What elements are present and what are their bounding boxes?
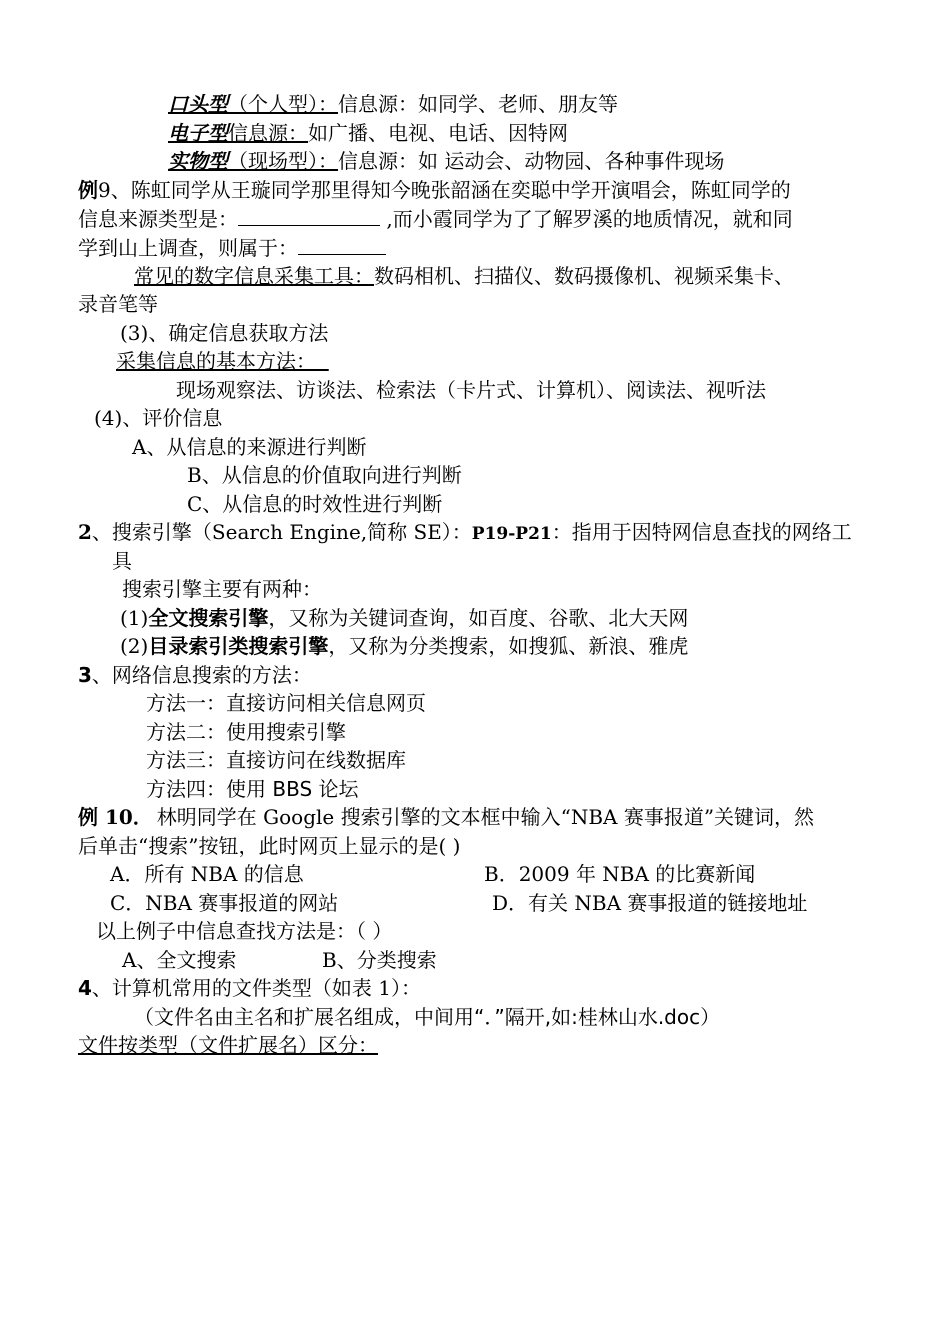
answer-blank-1[interactable] bbox=[238, 205, 380, 226]
physical-source-line bbox=[168, 148, 724, 175]
example9-text2b: ,而小霞同学为了了解罗溪的地质情况，就和同 bbox=[380, 207, 793, 231]
electronic-source-line bbox=[168, 120, 568, 147]
evaluate-item-c: C、从信息的时效性进行判断 bbox=[187, 492, 443, 516]
method-heading: (3)、确定信息获取方法 bbox=[120, 321, 329, 345]
search-engine-text1a: 、搜索引擎（Search Engine,简称 SE）： bbox=[91, 520, 472, 544]
search-method-3: 方法三：直接访问在线数据库 bbox=[146, 748, 406, 772]
oral-paren: （个人型）： bbox=[228, 92, 338, 116]
physical-paren: （现场型）： bbox=[228, 149, 338, 173]
type1-number: (1) bbox=[120, 606, 149, 630]
physical-text: 信息源：如 运动会、动物园、各种事件现场 bbox=[338, 149, 725, 173]
type1-name: 全文搜索引擎 bbox=[148, 606, 269, 630]
section4-number: 4 bbox=[78, 976, 92, 1000]
evaluate-item-b: B、从信息的价值取向进行判断 bbox=[187, 463, 462, 487]
evaluate-item-a: A、从信息的来源进行判断 bbox=[132, 435, 367, 459]
search-method-2: 方法二：使用搜索引擎 bbox=[146, 720, 346, 744]
digital-tools-label: 常见的数字信息采集工具： bbox=[134, 264, 374, 288]
example10-answer-b: B、分类搜索 bbox=[322, 948, 437, 972]
evaluate-heading: (4)、评价信息 bbox=[94, 406, 223, 430]
oral-type-label: 口头型 bbox=[168, 92, 228, 116]
electronic-type-label: 电子型 bbox=[168, 121, 228, 145]
example10-label: 例 10． bbox=[78, 805, 153, 829]
example9-text3: 学到山上调查，则属于： bbox=[78, 236, 298, 260]
example9-line3 bbox=[78, 234, 386, 261]
search-engine-line2: 具 bbox=[112, 549, 132, 573]
section3-number: 3 bbox=[78, 663, 92, 687]
search-method-1: 方法一：直接访问相关信息网页 bbox=[146, 691, 426, 715]
basic-methods-label-line bbox=[116, 348, 329, 375]
example10-question: 以上例子中信息查找方法是：（ ） bbox=[96, 919, 393, 943]
type2-desc: ，又称为分类搜索，如搜狐、新浪、雅虎 bbox=[328, 634, 689, 658]
search-engine-text1b: ：指用于因特网信息查找的网络工 bbox=[551, 520, 852, 544]
example10-text1: 林明同学在 Google 搜索引擎的文本框中输入“NBA 赛事报道”关键词，然 bbox=[156, 805, 815, 829]
example10-option-c: C．NBA 赛事报道的网站 bbox=[110, 891, 339, 915]
example9-line1 bbox=[78, 177, 791, 204]
example9-line2 bbox=[78, 205, 793, 232]
oral-text: 信息源：如同学、老师、朋友等 bbox=[338, 92, 618, 116]
file-types-heading-line bbox=[78, 975, 421, 1002]
electronic-paren: 信息源： bbox=[228, 121, 308, 145]
type2-name: 目录索引类搜索引擎 bbox=[148, 634, 329, 658]
example10-option-d: D．有关 NBA 赛事报道的链接地址 bbox=[492, 891, 808, 915]
example10-line2: 后单击“搜索”按钮，此时网页上显示的是( ) bbox=[78, 834, 461, 858]
section2-number: 2 bbox=[78, 520, 92, 544]
example10-option-a: A．所有 NBA 的信息 bbox=[110, 862, 304, 886]
search-engine-type1 bbox=[120, 605, 688, 632]
digital-tools-line2: 录音笔等 bbox=[78, 292, 158, 316]
digital-tools-text1: 数码相机、扫描仪、数码摄像机、视频采集卡、 bbox=[374, 264, 794, 288]
file-types-classify-line bbox=[78, 1032, 378, 1059]
electronic-text: 如广播、电视、电话、因特网 bbox=[308, 121, 568, 145]
page-reference: P19-P21 bbox=[471, 524, 552, 544]
file-types-heading: 、计算机常用的文件类型（如表 1）： bbox=[91, 976, 422, 1000]
type1-desc: ，又称为关键词查询，如百度、谷歌、北大天网 bbox=[268, 606, 689, 630]
search-method-4: 方法四：使用 BBS 论坛 bbox=[146, 777, 359, 801]
example10-answer-a: A、全文搜索 bbox=[122, 948, 237, 972]
example9-text1: 9、陈虹同学从王璇同学那里得知今晚张韶涵在奕聪中学开演唱会，陈虹同学的 bbox=[98, 178, 791, 202]
search-engine-line1 bbox=[78, 519, 852, 546]
search-engine-type2 bbox=[120, 633, 688, 660]
digital-tools-line1 bbox=[134, 263, 794, 290]
basic-methods-list: 现场观察法、访谈法、检索法（卡片式、计算机）、阅读法、视听法 bbox=[176, 378, 766, 402]
example10-line1 bbox=[78, 804, 870, 831]
type2-number: (2) bbox=[120, 634, 149, 658]
search-methods-heading: 、网络信息搜索的方法： bbox=[91, 663, 312, 687]
example10-option-b: B．2009 年 NBA 的比赛新闻 bbox=[484, 862, 756, 886]
search-engine-types-intro: 搜索引擎主要有两种： bbox=[122, 577, 322, 601]
answer-blank-2[interactable] bbox=[298, 234, 386, 255]
basic-methods-label: 采集信息的基本方法： bbox=[116, 349, 316, 373]
file-types-note: （文件名由主名和扩展名组成，中间用“．”隔开,如:桂林山水.doc） bbox=[134, 1005, 721, 1029]
example9-text2a: 信息来源类型是： bbox=[78, 207, 238, 231]
file-types-classify: 文件按类型（文件扩展名）区分： bbox=[78, 1033, 378, 1057]
search-methods-heading-line bbox=[78, 662, 312, 689]
physical-type-label: 实物型 bbox=[168, 149, 228, 173]
oral-source-line bbox=[168, 91, 618, 118]
example9-label: 例 bbox=[78, 178, 98, 202]
